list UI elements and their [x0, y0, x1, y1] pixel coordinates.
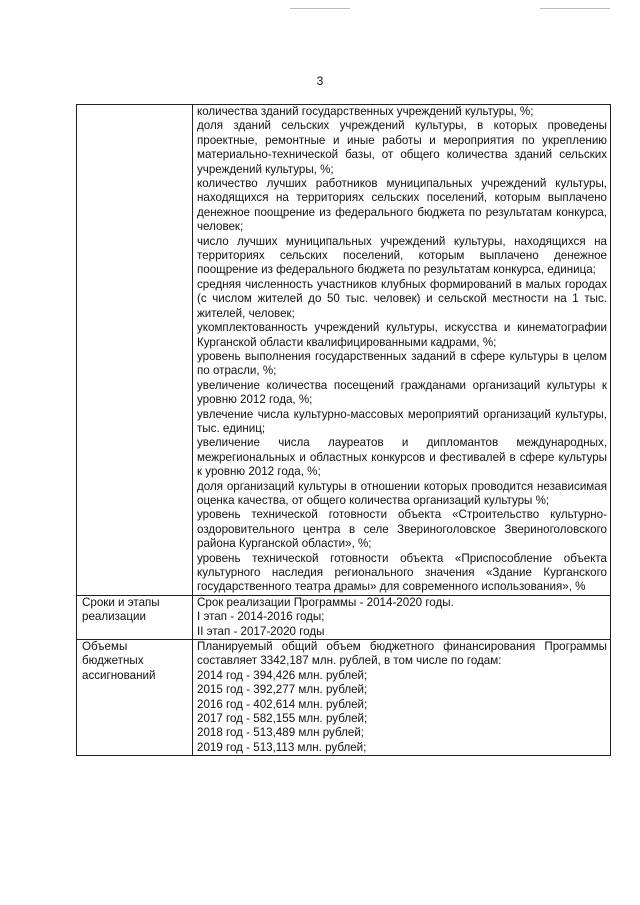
list-item: 2015 год - 392,277 млн. рублей; — [197, 683, 368, 697]
row-content — [193, 105, 611, 596]
row-label — [77, 105, 193, 596]
table-row — [77, 595, 611, 639]
row-label: Объемы бюджетных ассигнований — [77, 640, 193, 756]
program-passport-table — [76, 104, 611, 756]
list-item: увлечение числа культурно-массовых мероприятий организаций культуры, тыс. единиц; — [197, 407, 607, 435]
list-item: количество лучших работников муниципальных учреждений культуры, находящихся на территориях сельских поселений, которым выплачено денежное поощрение из федерального бюджета по результатам конкурса, человек; — [197, 177, 607, 234]
list-item: увеличение количества посещений гражданами организаций культуры к уровню 2012 года, %; — [197, 378, 607, 407]
list-item: Планируемый общий объем бюджетного финансирования Программы составляет 3342,187 млн. рублей, в том числе по годам: — [197, 640, 607, 668]
list-item: укомплектованность учреждений культуры, искусства и кинематографии Курганской области квалифицированными кадрами, %; — [197, 321, 607, 349]
list-item: уровень технической готовности объекта «Строительство культурно-оздоровительного центра в селе Звериноголовское Звериноголовского района Курганской области», %; — [197, 508, 607, 551]
row-content — [193, 595, 611, 639]
list-item: II этап - 2017-2020 годы — [197, 624, 325, 638]
table-row — [77, 105, 611, 596]
row-content — [193, 640, 611, 756]
list-item: 2016 год - 402,614 млн. рублей; — [197, 697, 368, 711]
page-number: 3 — [316, 74, 324, 88]
list-item: уровень технической готовности объекта «Приспособление объекта культурного наследия регионального значения «Здание Курганского государственного театра драмы» для современного использования», % — [197, 551, 607, 594]
list-item: уровень выполнения государственных заданий в сфере культуры в целом по отрасли, %; — [197, 349, 607, 378]
list-item: доля зданий сельских учреждений культуры, в которых проведены проектные, ремонтные и иные работы и мероприятия по укреплению материально-технической базы, от общего количества зданий сельских учреждений культуры, %; — [197, 119, 607, 176]
list-item: Срок реализации Программы - 2014-2020 годы. — [197, 595, 454, 609]
list-item: средняя численность участников клубных формирований в малых городах (с числом жителей до 50 тыс. человек) и сельской местности на 1 тыс. жителей, человек; — [197, 277, 607, 320]
list-item: 2017 год - 582,155 млн. рублей; — [197, 712, 368, 726]
list-item: 2014 год - 394,426 млн. рублей; — [197, 668, 368, 682]
list-item: 2019 год - 513,113 млн. рублей; — [197, 740, 367, 754]
list-item: 2018 год - 513,489 млн рублей; — [197, 726, 365, 740]
list-item: число лучших муниципальных учреждений культуры, находящихся на территориях сельских поселений, которым выплачено денежное поощрение из федерального бюджета по результатам конкурса, единица; — [197, 234, 607, 277]
list-item: количества зданий государственных учреждений культуры, %; — [197, 105, 534, 118]
list-item: I этап - 2014-2016 годы; — [197, 610, 325, 624]
scan-artifact — [290, 8, 350, 9]
list-item: доля организаций культуры в отношении которых проводится независимая оценка качества, от общего количества организаций культуры %; — [197, 479, 607, 507]
scan-artifact — [540, 8, 610, 9]
row-label: Сроки и этапы реализации — [77, 595, 193, 639]
table-row — [77, 640, 611, 756]
list-item: увеличение числа лауреатов и дипломантов международных, межрегиональных и областных конкурсов и фестивалей в сфере культуры к уровню 2012 года, %; — [197, 436, 607, 479]
